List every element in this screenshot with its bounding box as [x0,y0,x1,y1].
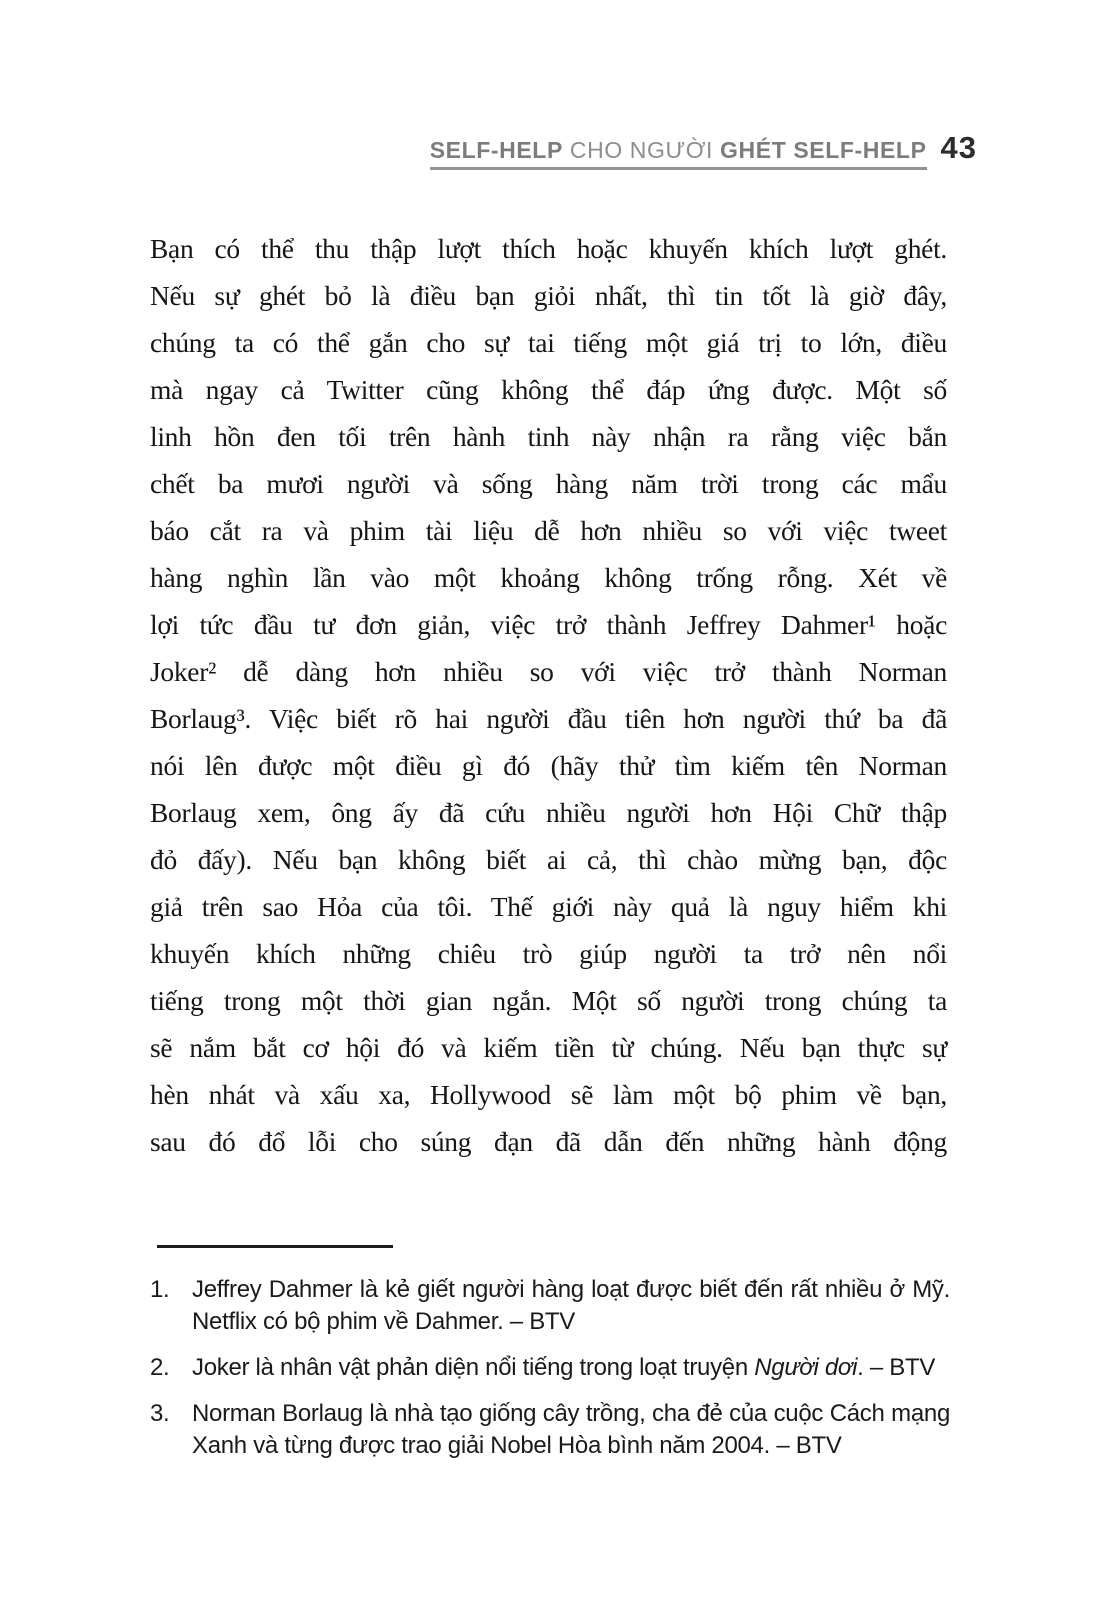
footnote-item [150,1398,950,1462]
footnotes-list [150,1274,950,1476]
body-line: hàng nghìn lần vào một khoảng không trống rỗng. Xét về [150,562,947,593]
page-number: 43 [940,130,977,165]
body-line: linh hồn đen tối trên hành tinh này nhận ra rằng việc bắn [150,421,947,452]
footnote-text [192,1398,950,1462]
header-title-bold-left: SELF-HELP [429,137,563,163]
body-line: giả trên sao Hỏa của tôi. Thế giới này quả là nguy hiểm khi [150,891,947,922]
footnote-text-segment: Norman Borlaug là nhà tạo giống cây trồng, cha đẻ của cuộc Cách mạng Xanh và từng được trao giải Nobel Hòa bình năm 2004. – BTV [192,1400,950,1459]
footnote-item [150,1352,950,1384]
body-line: Nếu sự ghét bỏ là điều bạn giỏi nhất, thì tin tốt là giờ đây, [150,280,947,311]
footnote-text-segment: Jeffrey Dahmer là kẻ giết người hàng loạt được biết đến rất nhiều ở Mỹ. Netflix có bộ phim về Dahmer. – BTV [192,1276,950,1335]
body-line: nói lên được một điều gì đó (hãy thử tìm kiếm tên Norman [150,750,947,781]
footnote-number: 2. [150,1354,170,1381]
footnote-text-italic-segment: Người dơi [754,1354,858,1381]
footnote-number: 3. [150,1400,170,1427]
body-line: chúng ta có thể gắn cho sự tai tiếng một giá trị to lớn, điều [150,327,947,358]
body-line: khuyến khích những chiêu trò giúp người ta trở nên nổi [150,938,947,969]
body-line: Bạn có thể thu thập lượt thích hoặc khuyến khích lượt ghét. [150,233,947,264]
body-line: hèn nhát và xấu xa, Hollywood sẽ làm một bộ phim về bạn, [150,1079,947,1110]
body-line: Joker² dễ dàng hơn nhiều so với việc trở thành Norman [150,656,947,687]
body-line: sẽ nắm bắt cơ hội đó và kiếm tiền từ chúng. Nếu bạn thực sự [150,1032,947,1063]
footnote-text [192,1274,950,1338]
footnote-number: 1. [150,1276,170,1303]
body-line: đỏ đấy). Nếu bạn không biết ai cả, thì chào mừng bạn, độc [150,844,947,875]
body-line: lợi tức đầu tư đơn giản, việc trở thành Jeffrey Dahmer¹ hoặc [150,609,947,640]
body-text [150,225,947,1165]
body-line: Borlaug xem, ông ấy đã cứu nhiều người hơn Hội Chữ thập [150,797,947,828]
header-title-regular: CHO NGƯỜI [562,137,721,163]
body-line: Borlaug³. Việc biết rõ hai người đầu tiên hơn người thứ ba đã [150,703,947,734]
header-title-bold-right: GHÉT SELF-HELP [720,137,927,163]
body-line: sau đó đổ lỗi cho súng đạn đã dẫn đến những hành động [150,1126,947,1157]
running-header-title [430,137,927,170]
running-header [150,130,977,170]
footnote-text-segment: Joker là nhân vật phản diện nổi tiếng trong loạt truyện [192,1354,755,1381]
footnote-item [150,1274,950,1338]
body-line: chết ba mươi người và sống hàng năm trời trong các mẩu [150,468,947,499]
footnote-text-segment: . – BTV [857,1354,936,1381]
footnote-text [192,1352,950,1384]
body-line: mà ngay cả Twitter cũng không thể đáp ứng được. Một số [150,374,947,405]
body-line: tiếng trong một thời gian ngắn. Một số người trong chúng ta [150,985,947,1016]
footnote-separator [157,1245,393,1248]
body-line: báo cắt ra và phim tài liệu dễ hơn nhiều so với việc tweet [150,515,947,546]
